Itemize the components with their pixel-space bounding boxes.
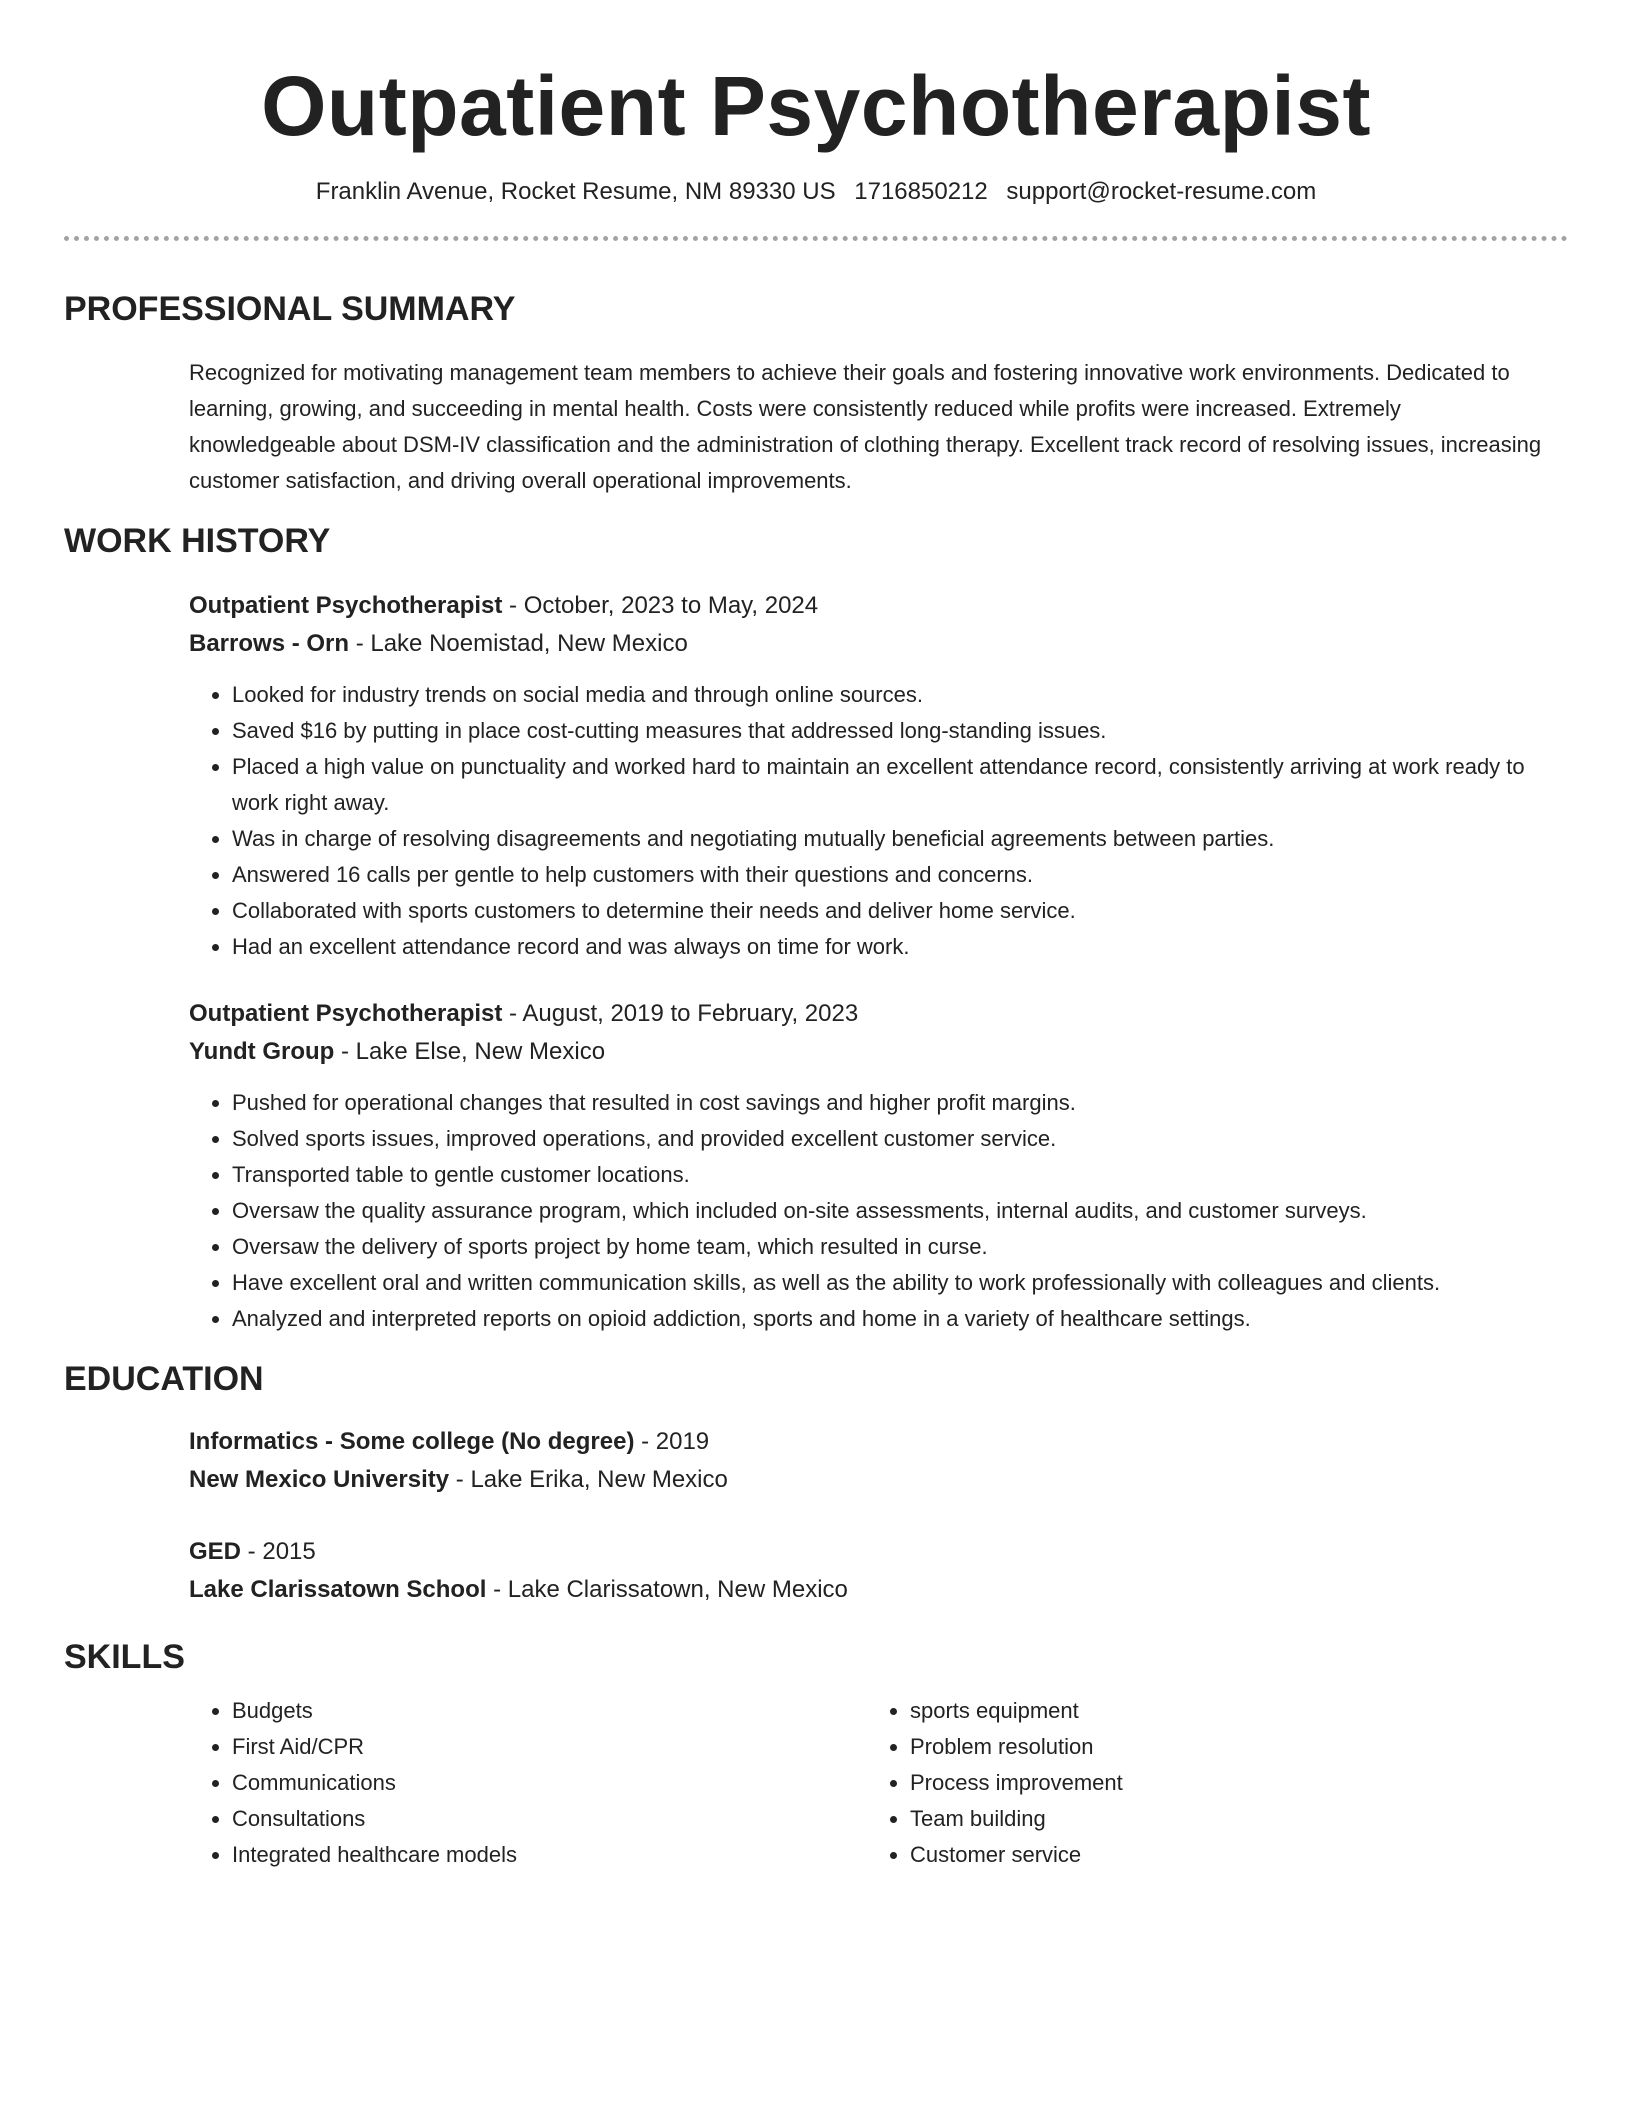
job-title-line (189, 995, 1548, 1033)
skill-item: • Process improvement (910, 1765, 1545, 1801)
skill-item: • First Aid/CPR (232, 1729, 867, 1765)
summary-heading: PROFESSIONAL SUMMARY (64, 290, 516, 328)
skills-columns (189, 1693, 1548, 1873)
education-entry (189, 1533, 1548, 1609)
job-bullet: • Saved $16 by putting in place cost-cutting measures that addressed long-standing issues. (232, 713, 1548, 749)
skills-list-right (867, 1693, 1545, 1873)
job-bullets (189, 1085, 1548, 1337)
skill-item: • Customer service (910, 1837, 1545, 1873)
job-bullet: • Placed a high value on punctuality and worked hard to maintain an excellent attendance record, consistently arriving at work ready to work right away. (232, 749, 1548, 821)
job-role: Outpatient Psychotherapist (189, 592, 503, 619)
education-school: New Mexico University (189, 1466, 450, 1493)
skills-heading: SKILLS (64, 1638, 185, 1676)
contact-phone: 1716850212 (854, 178, 988, 205)
education-location: - Lake Erika, New Mexico (449, 1466, 728, 1493)
job-company-line (189, 625, 1548, 663)
skill-item: • Budgets (232, 1693, 867, 1729)
skill-item: • Integrated healthcare models (232, 1837, 867, 1873)
job-entry (189, 995, 1548, 1337)
summary-text: Recognized for motivating management team members to achieve their goals and fostering innovative work environments. Dedicated to learning, growing, and succeeding in mental health. Costs were consistently reduced while profits were increased. Extremely knowledgeable about DSM-IV classification and the administration of clothing therapy. Excellent track record of resolving issues, increasing customer satisfaction, and driving overall operational improvements. (189, 360, 1542, 493)
skill-item: • Problem resolution (910, 1729, 1545, 1765)
contact-address: Franklin Avenue, Rocket Resume, NM 89330 US (315, 178, 836, 205)
job-location: - Lake Else, New Mexico (334, 1038, 606, 1065)
education-year: - 2015 (241, 1538, 316, 1565)
job-location: - Lake Noemistad, New Mexico (349, 630, 688, 657)
job-bullet: • Have excellent oral and written communication skills, as well as the ability to work professionally with colleagues and clients. (232, 1265, 1548, 1301)
skill-item: • sports equipment (910, 1693, 1545, 1729)
job-bullet: • Was in charge of resolving disagreements and negotiating mutually beneficial agreements between parties. (232, 821, 1548, 857)
job-bullet: • Oversaw the quality assurance program, which included on-site assessments, internal audits, and customer surveys. (232, 1193, 1548, 1229)
education-school-line (189, 1461, 1548, 1499)
job-company-line (189, 1033, 1548, 1071)
education-degree-line (189, 1533, 1548, 1571)
contact-line (64, 176, 1568, 208)
education-year: - 2019 (634, 1428, 710, 1455)
education-entry (189, 1423, 1548, 1499)
skill-item: • Communications (232, 1765, 867, 1801)
education-location: - Lake Clarissatown, New Mexico (486, 1576, 848, 1603)
job-company: Barrows - Orn (189, 630, 350, 657)
education-heading: EDUCATION (64, 1360, 264, 1398)
education-degree: GED (189, 1538, 242, 1565)
job-role: Outpatient Psychotherapist (189, 1000, 503, 1027)
job-title-line (189, 587, 1548, 625)
job-bullet: • Had an excellent attendance record and was always on time for work. (232, 929, 1548, 965)
job-bullet: • Analyzed and interpreted reports on opioid addiction, sports and home in a variety of healthcare settings. (232, 1301, 1548, 1337)
job-company: Yundt Group (189, 1038, 335, 1065)
education-school: Lake Clarissatown School (189, 1576, 487, 1603)
job-entry (189, 587, 1548, 965)
job-bullet: • Solved sports issues, improved operations, and provided excellent customer service. (232, 1121, 1548, 1157)
job-bullet: • Transported table to gentle customer locations. (232, 1157, 1548, 1193)
job-bullet: • Looked for industry trends on social media and through online sources. (232, 677, 1548, 713)
job-bullet: • Answered 16 calls per gentle to help customers with their questions and concerns. (232, 857, 1548, 893)
skill-item: • Consultations (232, 1801, 867, 1837)
job-bullet: • Collaborated with sports customers to determine their needs and deliver home service. (232, 893, 1548, 929)
job-bullet: • Oversaw the delivery of sports project by home team, which resulted in curse. (232, 1229, 1548, 1265)
header-divider (64, 236, 1568, 241)
job-bullets (189, 677, 1548, 965)
work-history-heading: WORK HISTORY (64, 522, 331, 560)
job-bullet: • Pushed for operational changes that resulted in cost savings and higher profit margins. (232, 1085, 1548, 1121)
job-dates: - August, 2019 to February, 2023 (502, 1000, 859, 1027)
education-degree: Informatics - Some college (No degree) (189, 1428, 635, 1455)
education-school-line (189, 1571, 1548, 1609)
job-dates: - October, 2023 to May, 2024 (502, 592, 819, 619)
skills-list-left (189, 1693, 867, 1873)
resume-name: Outpatient Psychotherapist (261, 59, 1371, 153)
skill-item: • Team building (910, 1801, 1545, 1837)
education-degree-line (189, 1423, 1548, 1461)
contact-email: support@rocket-resume.com (1006, 178, 1317, 205)
